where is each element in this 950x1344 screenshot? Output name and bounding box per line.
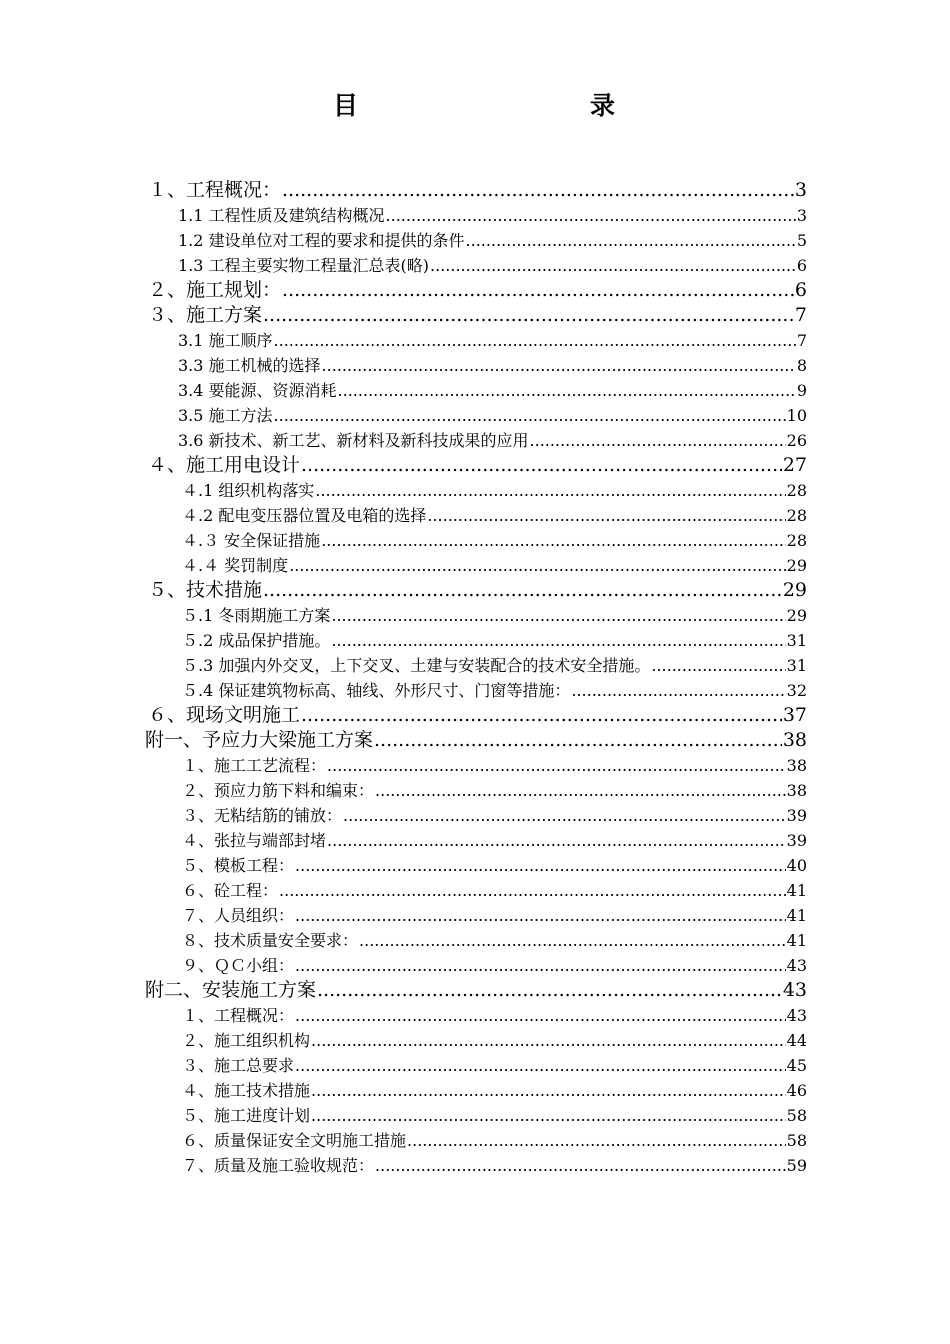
- toc-entry[interactable]: [182, 903, 807, 928]
- toc-entry[interactable]: [148, 703, 807, 728]
- toc-entry-label: ２、施工规划：: [148, 279, 282, 301]
- toc-entry-page: 27: [782, 454, 807, 476]
- toc-entry-page: 6: [796, 256, 807, 275]
- toc-entry-page: 29: [786, 606, 807, 625]
- toc-entry-page: 28: [786, 506, 807, 525]
- toc-entry-label: 附二、安装施工方案: [145, 979, 317, 1001]
- toc-entry-page: 43: [786, 1006, 807, 1025]
- toc-entry-label: ８、技术质量安全要求：: [182, 931, 359, 950]
- toc-entry-page: 26: [786, 431, 807, 450]
- toc-entry-page: 31: [786, 656, 807, 675]
- toc-entry-page: 58: [786, 1131, 807, 1150]
- toc-entry[interactable]: [182, 678, 807, 703]
- toc-entry-label: ４.1 组织机构落实: [182, 481, 315, 500]
- toc-entry-page: 38: [786, 781, 807, 800]
- toc-entry[interactable]: [182, 1128, 807, 1153]
- toc-entry[interactable]: [182, 653, 807, 678]
- toc-entry[interactable]: [182, 753, 807, 778]
- toc-entry[interactable]: [148, 453, 807, 478]
- toc-entry-page: 38: [786, 756, 807, 775]
- toc-entry[interactable]: [182, 628, 807, 653]
- toc-entry[interactable]: [182, 953, 807, 978]
- toc-entry-label: ６、质量保证安全文明施工措施: [182, 1131, 407, 1150]
- toc-entry[interactable]: [178, 378, 807, 403]
- toc-entry-label: 3.4 要能源、资源消耗: [178, 381, 337, 400]
- toc-entry-page: 6: [794, 279, 807, 301]
- toc-entry-page: 7: [794, 304, 807, 326]
- toc-entry[interactable]: [178, 353, 807, 378]
- toc-entry-label: 3.3 施工机械的选择: [178, 356, 321, 375]
- toc-entry[interactable]: [182, 1078, 807, 1103]
- toc-entry-page: 3: [794, 179, 807, 201]
- toc-entry-label: ２、施工组织机构: [182, 1031, 311, 1050]
- toc-entry[interactable]: [182, 553, 807, 578]
- toc-entry-label: ３、无粘结筋的铺放：: [182, 806, 343, 825]
- toc-entry-page: 28: [786, 481, 807, 500]
- toc-entry-label: 3.6 新技术、新工艺、新材料及新科技成果的应用: [178, 431, 529, 450]
- toc-entry-label: １、工程概况：: [182, 1006, 295, 1025]
- toc-entry[interactable]: [182, 778, 807, 803]
- toc-entry[interactable]: [182, 828, 807, 853]
- toc-entry-label: ７、质量及施工验收规范：: [182, 1156, 375, 1175]
- toc-entry[interactable]: [182, 603, 807, 628]
- toc-entry-label: 1.1 工程性质及建筑结构概况: [178, 206, 385, 225]
- toc-entry-label: ９、ＱＣ小组：: [182, 956, 295, 975]
- toc-entry-label: ５.1 冬雨期施工方案: [182, 606, 331, 625]
- toc-entry-page: 41: [786, 931, 807, 950]
- title-char-2: 录: [590, 91, 616, 120]
- toc-entry[interactable]: [178, 403, 807, 428]
- toc-entry[interactable]: [148, 278, 807, 303]
- toc-entry-label: ４、张拉与端部封堵: [182, 831, 327, 850]
- toc-entry-label: ５.4 保证建筑物标高、轴线、外形尺寸、门窗等措施：: [182, 681, 571, 700]
- toc-entry-label: ２、预应力筋下料和编束：: [182, 781, 375, 800]
- toc-entry-page: 28: [786, 531, 807, 550]
- toc-entry-page: 29: [786, 556, 807, 575]
- toc-entry-label: ５.3 加强内外交叉，上下交叉、土建与安装配合的技术安全措施。: [182, 656, 651, 675]
- toc-entry-label: ３、施工总要求: [182, 1056, 295, 1075]
- toc-entry[interactable]: [182, 1003, 807, 1028]
- toc-entry-page: 8: [796, 356, 807, 375]
- toc-entry-page: 37: [782, 704, 807, 726]
- toc-entry-page: 44: [786, 1031, 807, 1050]
- toc-entry-page: 45: [786, 1056, 807, 1075]
- toc-entry[interactable]: [182, 1153, 807, 1178]
- toc-entry-page: 58: [786, 1106, 807, 1125]
- toc-entry-label: １、工程概况：: [148, 179, 282, 201]
- toc-entry[interactable]: [182, 878, 807, 903]
- toc-entry[interactable]: [182, 853, 807, 878]
- toc-entry-label: ５.2 成品保护措施。: [182, 631, 331, 650]
- toc-entry-page: 3: [796, 206, 807, 225]
- toc-entry-page: 41: [786, 881, 807, 900]
- toc-entry-page: 9: [796, 381, 807, 400]
- toc-entry-label: 3.5 施工方法: [178, 406, 273, 425]
- toc-entry-page: 31: [786, 631, 807, 650]
- toc-entry[interactable]: [178, 328, 807, 353]
- toc-entry[interactable]: [145, 978, 807, 1003]
- toc-entry-label: ４.４ 奖罚制度: [182, 556, 289, 575]
- toc-entry-label: ６、砼工程：: [182, 881, 279, 900]
- toc-entry-page: 10: [786, 406, 807, 425]
- toc-entry-label: ６、现场文明施工: [148, 704, 301, 726]
- toc-entry[interactable]: [182, 928, 807, 953]
- toc-entry[interactable]: [178, 253, 807, 278]
- toc-entry-page: 5: [796, 231, 807, 250]
- toc-title: [0, 86, 950, 126]
- toc-entry[interactable]: [182, 528, 807, 553]
- toc-entry-page: 38: [782, 729, 807, 751]
- toc-entry-page: 39: [786, 806, 807, 825]
- toc-entry-label: 附一、予应力大梁施工方案: [145, 729, 374, 751]
- toc-entry[interactable]: [182, 803, 807, 828]
- title-char-1: 目: [333, 91, 359, 120]
- toc-entry[interactable]: [148, 578, 807, 603]
- toc-entry[interactable]: [145, 728, 807, 753]
- toc-entry[interactable]: [182, 478, 807, 503]
- toc-entry-label: ７、人员组织：: [182, 906, 295, 925]
- toc-entry[interactable]: [178, 203, 807, 228]
- toc-entry[interactable]: [178, 228, 807, 253]
- toc-entry-page: 43: [782, 979, 807, 1001]
- toc-entry-page: 39: [786, 831, 807, 850]
- toc-entry[interactable]: [182, 1028, 807, 1053]
- toc-entry[interactable]: [148, 178, 807, 203]
- toc-entry-label: ５、施工进度计划: [182, 1106, 311, 1125]
- toc-entry-page: 46: [786, 1081, 807, 1100]
- toc-entry[interactable]: [182, 1053, 807, 1078]
- toc-entry-page: 7: [796, 331, 807, 350]
- toc-entry-label: ５、模板工程：: [182, 856, 295, 875]
- toc-entry-page: 41: [786, 906, 807, 925]
- toc-entry[interactable]: [182, 503, 807, 528]
- toc-entry-label: 3.1 施工顺序: [178, 331, 273, 350]
- toc-entry-label: ４、施工用电设计: [148, 454, 301, 476]
- toc-entry[interactable]: [182, 1103, 807, 1128]
- toc-entry-page: 40: [786, 856, 807, 875]
- toc-entry-page: 43: [786, 956, 807, 975]
- toc-entry-label: ３、施工方案: [148, 304, 263, 326]
- toc-entry-page: 32: [786, 681, 807, 700]
- toc-entry-label: ４、施工技术措施: [182, 1081, 311, 1100]
- toc-entry-label: ４.３ 安全保证措施: [182, 531, 321, 550]
- toc-entry-label: ５、技术措施: [148, 579, 263, 601]
- toc-entry-page: 59: [786, 1156, 807, 1175]
- toc-entry[interactable]: [148, 303, 807, 328]
- toc-entry-label: ４.2 配电变压器位置及电箱的选择: [182, 506, 427, 525]
- toc-entry-page: 29: [782, 579, 807, 601]
- toc-entry-label: １、施工工艺流程：: [182, 756, 327, 775]
- toc-entry[interactable]: [178, 428, 807, 453]
- toc-entry-label: 1.2 建设单位对工程的要求和提供的条件: [178, 231, 465, 250]
- toc-entry-label: 1.3 工程主要实物工程量汇总表(略): [178, 256, 430, 275]
